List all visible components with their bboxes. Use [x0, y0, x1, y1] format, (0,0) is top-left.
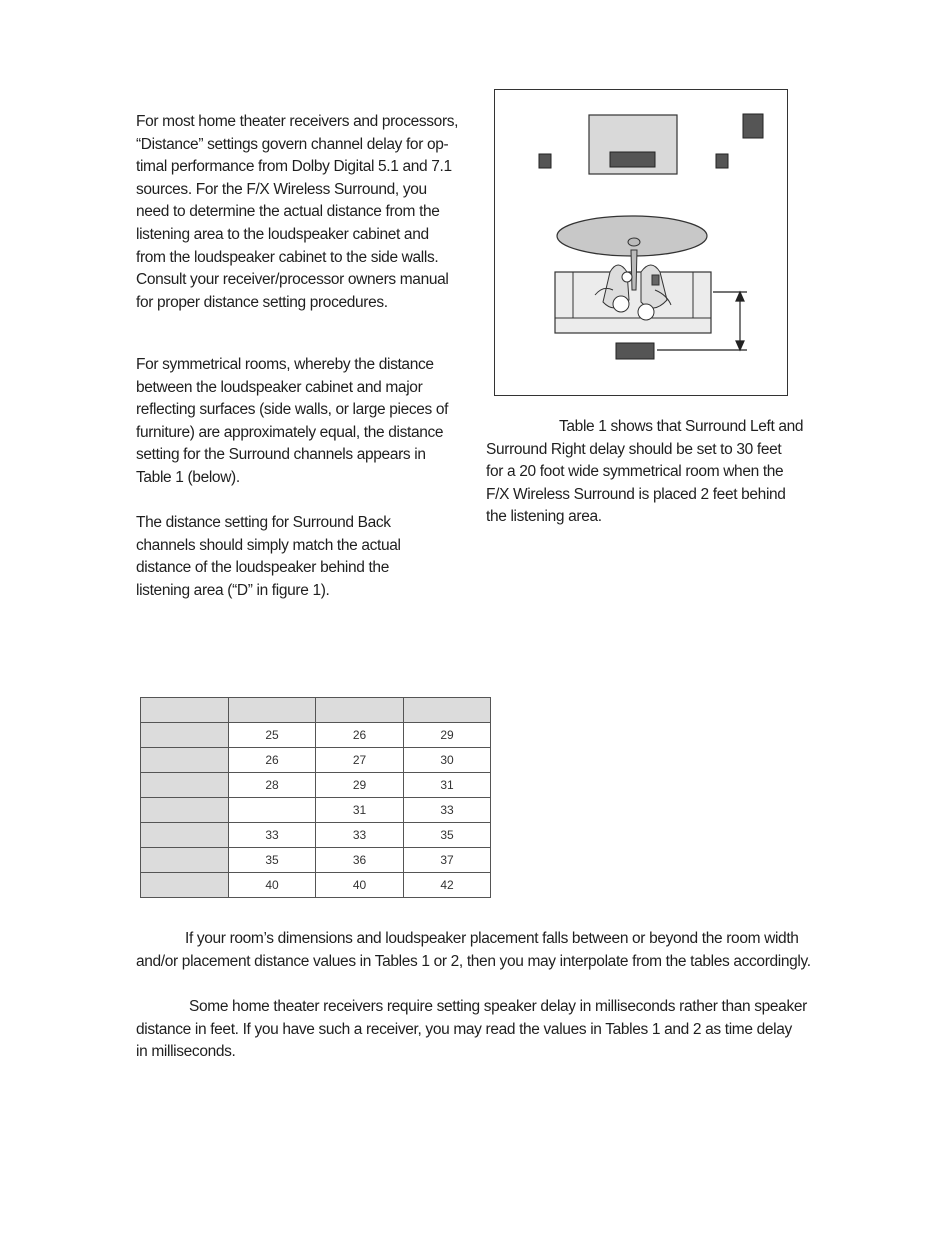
room-layout-figure [494, 89, 788, 396]
table-row [141, 748, 491, 773]
text-line: reflecting surfaces (side walls, or large pieces of [136, 401, 449, 419]
wireless-surround-speaker [616, 343, 654, 359]
table-cell: 31 [404, 773, 491, 798]
text-line: If your room’s dimensions and loudspeaker placement falls between or beyond the room width [185, 930, 799, 947]
text-line: from the loudspeaker cabinet to the side walls. [136, 248, 439, 266]
subwoofer [743, 114, 763, 138]
distance-table [140, 697, 490, 898]
text-line: the listening area. [486, 508, 602, 526]
table-cell: 40 [229, 873, 316, 898]
table-cell: 42 [404, 873, 491, 898]
text-line: Some home theater receivers require setting speaker delay in milliseconds rather than speaker [189, 998, 807, 1015]
text-line: setting for the Surround channels appears in [136, 446, 426, 464]
text-line: need to determine the actual distance from the [136, 203, 440, 221]
text-line: listening area to the loudspeaker cabinet and [136, 225, 429, 243]
table-row [141, 873, 491, 898]
table-header-cell [229, 698, 316, 723]
table-header-cell [404, 698, 491, 723]
front-right-speaker [716, 154, 728, 168]
text-line: Table 1 shows that Surround Left and [559, 418, 804, 435]
table-row [141, 773, 491, 798]
table-cell: 36 [316, 848, 404, 873]
text-line: F/X Wireless Surround is placed 2 feet behind [486, 485, 786, 503]
table-cell [229, 798, 316, 823]
table-cell: 35 [404, 823, 491, 848]
text-line: For symmetrical rooms, whereby the distance [136, 356, 434, 373]
text-line: Table 1 (below). [136, 468, 240, 486]
table-cell: 29 [316, 773, 404, 798]
text-line: “Distance” settings govern channel delay for op- [136, 135, 449, 153]
table-cell: 27 [316, 748, 404, 773]
text-line: distance of the loudspeaker behind the [136, 559, 389, 577]
interpolation-paragraph [136, 928, 811, 973]
table-cell: 35 [229, 848, 316, 873]
intro-paragraph [136, 111, 458, 314]
row-label-cell [141, 798, 229, 823]
text-line: channels should simply match the actual [136, 536, 401, 554]
table-cell: 33 [316, 823, 404, 848]
text-line: sources. For the F/X Wireless Surround, you [136, 180, 427, 198]
text-line: between the loudspeaker cabinet and major [136, 378, 423, 396]
text-line: in milliseconds. [136, 1043, 236, 1061]
table-cell: 31 [316, 798, 404, 823]
room-layout-diagram [495, 90, 786, 394]
row-label-cell [141, 773, 229, 798]
milliseconds-paragraph [136, 996, 807, 1064]
table-explanation-paragraph [486, 416, 803, 529]
text-line: For most home theater receivers and processors, [136, 113, 459, 130]
table-cell: 40 [316, 873, 404, 898]
table-cell: 30 [404, 748, 491, 773]
text-line: Consult your receiver/processor owners manual [136, 271, 449, 289]
table-header-cell [141, 698, 229, 723]
text-line: listening area (“D” in figure 1). [136, 581, 330, 599]
table-header-cell [316, 698, 404, 723]
table-cell: 28 [229, 773, 316, 798]
table-row [141, 823, 491, 848]
text-line: Surround Right delay should be set to 30 feet [486, 440, 782, 458]
symmetrical-rooms-paragraph [136, 354, 448, 490]
distance-table-grid [140, 697, 491, 898]
table-cell: 33 [404, 798, 491, 823]
table-cell: 33 [229, 823, 316, 848]
text-line: for proper distance setting procedures. [136, 293, 388, 311]
table-cell: 25 [229, 723, 316, 748]
table-row [141, 848, 491, 873]
text-line: for a 20 foot wide symmetrical room when the [486, 463, 784, 481]
text-line: furniture) are approximately equal, the distance [136, 423, 444, 441]
row-label-cell [141, 873, 229, 898]
table-row [141, 798, 491, 823]
surround-back-paragraph [136, 512, 401, 602]
table-cell: 26 [316, 723, 404, 748]
text-line: distance in feet. If you have such a receiver, you may read the values in Tables 1 and 2 as time delay [136, 1020, 792, 1038]
row-label-cell [141, 848, 229, 873]
table-header-row [141, 698, 491, 723]
row-label-cell [141, 748, 229, 773]
front-left-speaker [539, 154, 551, 168]
table-cell: 26 [229, 748, 316, 773]
center-speaker [610, 152, 655, 167]
text-line: timal performance from Dolby Digital 5.1 and 7.1 [136, 158, 452, 176]
row-label-cell [141, 823, 229, 848]
table-cell: 37 [404, 848, 491, 873]
text-line: The distance setting for Surround Back [136, 514, 391, 531]
row-label-cell [141, 723, 229, 748]
table-cell: 29 [404, 723, 491, 748]
table-row [141, 723, 491, 748]
text-line: and/or placement distance values in Tables 1 or 2, then you may interpolate from the tables accordingly. [136, 952, 811, 970]
